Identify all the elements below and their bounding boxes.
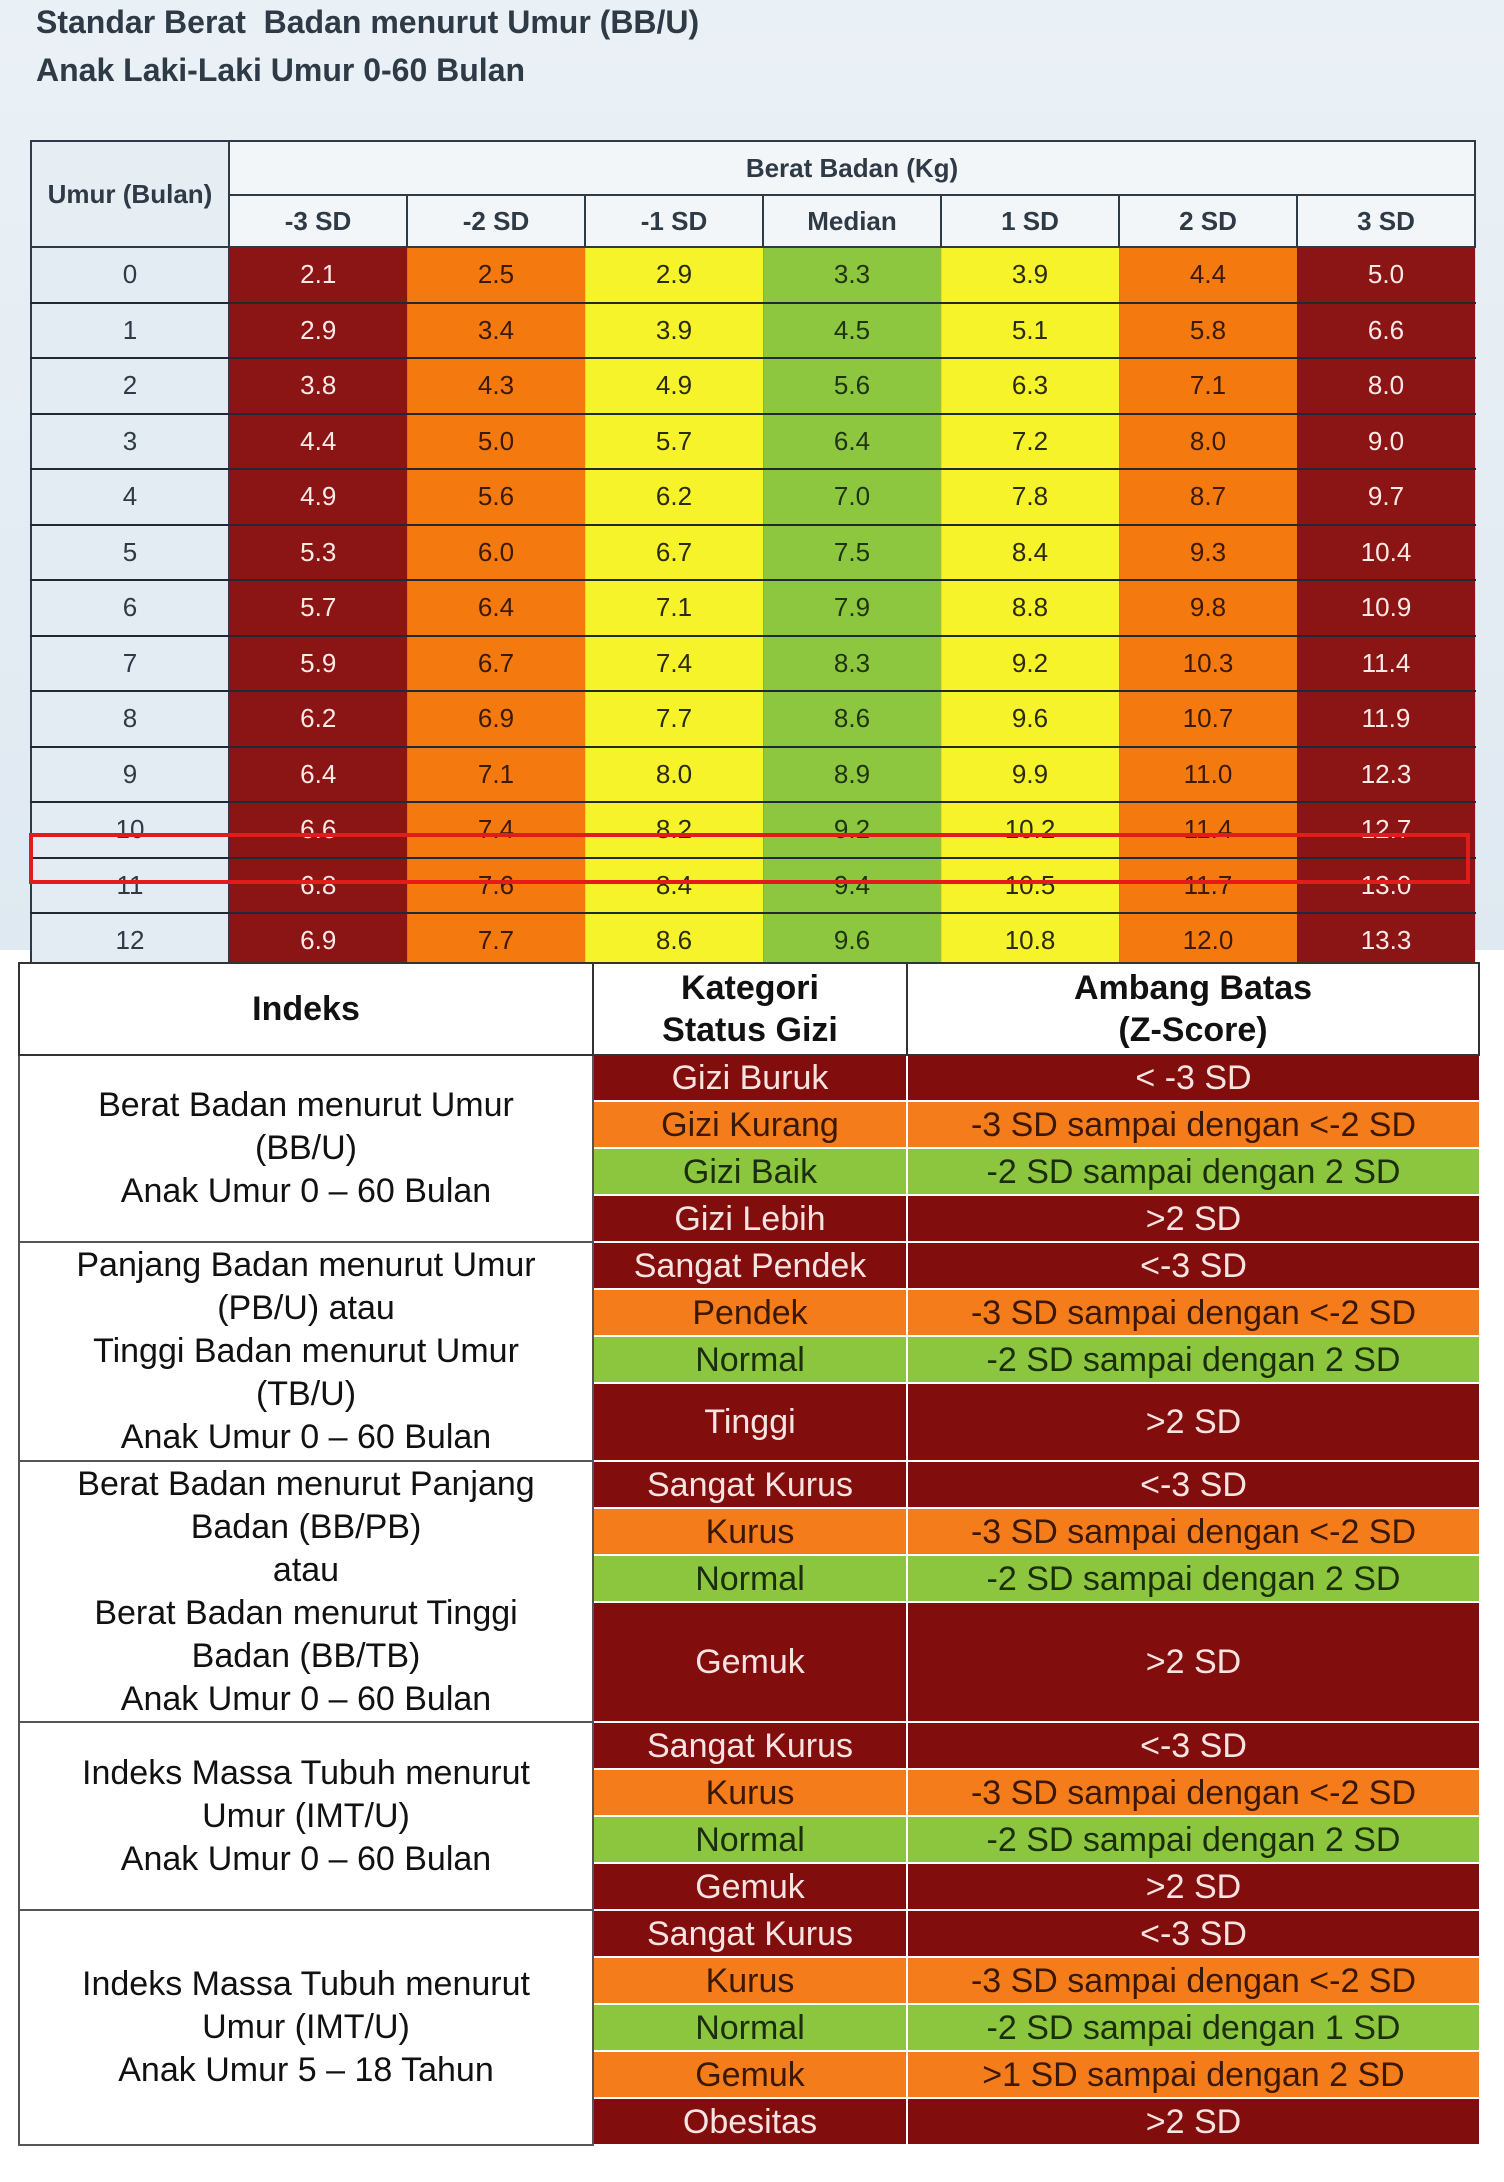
table-row	[31, 858, 1475, 914]
index-line: atau	[272, 1550, 340, 1589]
weight-cell: 6.3	[941, 358, 1119, 414]
sd-column-header: -3 SD	[229, 195, 407, 247]
weight-cell: 7.4	[407, 802, 585, 858]
table-row	[31, 469, 1475, 525]
age-cell: 0	[31, 247, 229, 303]
weight-cell: 8.4	[585, 858, 763, 914]
weight-cell: 9.6	[763, 913, 941, 969]
weight-cell: 8.6	[763, 691, 941, 747]
weight-cell: 4.4	[1119, 247, 1297, 303]
weight-cell: 6.7	[585, 525, 763, 581]
weight-cell: 10.3	[1119, 636, 1297, 692]
category-cell: Gizi Baik	[593, 1148, 907, 1195]
age-cell: 8	[31, 691, 229, 747]
weight-cell: 11.9	[1297, 691, 1475, 747]
table-row	[31, 358, 1475, 414]
threshold-cell: >2 SD	[907, 2098, 1479, 2145]
indeks-header: Indeks	[19, 963, 593, 1055]
weight-cell: 5.0	[1297, 247, 1475, 303]
category-cell: Gizi Kurang	[593, 1101, 907, 1148]
threshold-cell: < -3 SD	[907, 1055, 1479, 1101]
index-line: Anak Umur 0 – 60 Bulan	[120, 1172, 492, 1210]
weight-cell: 7.6	[407, 858, 585, 914]
weight-cell: 9.9	[941, 747, 1119, 803]
ambang-header	[907, 963, 1479, 1055]
weight-cell: 2.1	[229, 247, 407, 303]
category-cell: Normal	[593, 1555, 907, 1602]
weight-cell: 9.4	[763, 858, 941, 914]
threshold-cell: >2 SD	[907, 1602, 1479, 1722]
weight-cell: 8.6	[585, 913, 763, 969]
weight-cell: 9.2	[763, 802, 941, 858]
table-row	[31, 691, 1475, 747]
threshold-cell: >2 SD	[907, 1195, 1479, 1242]
threshold-cell: -3 SD sampai dengan <-2 SD	[907, 1769, 1479, 1816]
index-line: Badan (BB/TB)	[191, 1636, 421, 1675]
age-cell: 9	[31, 747, 229, 803]
age-cell: 2	[31, 358, 229, 414]
weight-cell: 8.0	[1297, 358, 1475, 414]
index-line: Umur (IMT/U)	[202, 1796, 410, 1835]
threshold-cell: -3 SD sampai dengan <-2 SD	[907, 1289, 1479, 1336]
index-line: Badan (BB/PB)	[190, 1507, 422, 1546]
threshold-cell: <-3 SD	[907, 1242, 1479, 1289]
threshold-cell: -2 SD sampai dengan 2 SD	[907, 1336, 1479, 1383]
age-cell: 6	[31, 580, 229, 636]
weight-cell: 5.1	[941, 303, 1119, 359]
sd-column-header: 2 SD	[1119, 195, 1297, 247]
index-line: (BB/U)	[255, 1129, 357, 1167]
weight-cell: 10.5	[941, 858, 1119, 914]
weight-cell: 10.9	[1297, 580, 1475, 636]
weight-cell: 9.0	[1297, 414, 1475, 470]
sd-column-header: -1 SD	[585, 195, 763, 247]
weight-cell: 2.9	[229, 303, 407, 359]
index-cell	[19, 1055, 593, 1242]
weight-cell: 13.0	[1297, 858, 1475, 914]
weight-cell: 8.0	[1119, 414, 1297, 470]
category-cell: Tinggi	[593, 1383, 907, 1461]
weight-cell: 5.9	[229, 636, 407, 692]
age-cell: 5	[31, 525, 229, 581]
chart-title: Standar Berat Badan menurut Umur (BB/U)	[36, 4, 700, 40]
table-row	[31, 636, 1475, 692]
age-cell: 12	[31, 913, 229, 969]
threshold-cell: -3 SD sampai dengan <-2 SD	[907, 1508, 1479, 1555]
table-row	[19, 1722, 1479, 1769]
threshold-cell: <-3 SD	[907, 1910, 1479, 1957]
weight-cell: 4.3	[407, 358, 585, 414]
weight-cell: 8.2	[585, 802, 763, 858]
weight-cell: 12.0	[1119, 913, 1297, 969]
nutrition-status-table	[18, 962, 1480, 2146]
sd-column-header: 3 SD	[1297, 195, 1475, 247]
weight-cell: 12.7	[1297, 802, 1475, 858]
table-row	[31, 414, 1475, 470]
weight-cell: 9.7	[1297, 469, 1475, 525]
weight-cell: 6.4	[407, 580, 585, 636]
weight-cell: 4.5	[763, 303, 941, 359]
index-line: Berat Badan menurut Umur	[98, 1086, 514, 1124]
weight-cell: 8.7	[1119, 469, 1297, 525]
category-cell: Gizi Lebih	[593, 1195, 907, 1242]
weight-cell: 9.8	[1119, 580, 1297, 636]
age-cell: 4	[31, 469, 229, 525]
threshold-cell: >2 SD	[907, 1383, 1479, 1461]
weight-cell: 6.9	[407, 691, 585, 747]
weight-cell: 7.8	[941, 469, 1119, 525]
weight-cell: 7.2	[941, 414, 1119, 470]
age-cell: 7	[31, 636, 229, 692]
weight-cell: 6.6	[1297, 303, 1475, 359]
weight-cell: 4.4	[229, 414, 407, 470]
weight-cell: 9.6	[941, 691, 1119, 747]
kategori-header-line2: Status Gizi	[662, 1011, 838, 1049]
weight-cell: 6.8	[229, 858, 407, 914]
threshold-cell: -2 SD sampai dengan 2 SD	[907, 1816, 1479, 1863]
weight-cell: 11.4	[1297, 636, 1475, 692]
weight-cell: 7.7	[407, 913, 585, 969]
age-column-header: Umur (Bulan)	[31, 141, 229, 247]
weight-cell: 6.9	[229, 913, 407, 969]
weight-cell: 10.8	[941, 913, 1119, 969]
weight-cell: 5.7	[229, 580, 407, 636]
threshold-cell: -2 SD sampai dengan 2 SD	[907, 1148, 1479, 1195]
category-cell: Obesitas	[593, 2098, 907, 2145]
sd-column-header: 1 SD	[941, 195, 1119, 247]
weight-cell: 7.9	[763, 580, 941, 636]
index-line: Indeks Massa Tubuh menurut	[82, 1753, 530, 1792]
index-line: Berat Badan menurut Panjang	[77, 1464, 535, 1503]
table-row	[19, 1910, 1479, 1957]
weight-cell: 13.3	[1297, 913, 1475, 969]
weight-cell: 6.7	[407, 636, 585, 692]
index-line: Anak Umur 5 – 18 Tahun	[118, 2051, 494, 2089]
weight-for-age-table	[30, 140, 1476, 970]
threshold-cell: -3 SD sampai dengan <-2 SD	[907, 1957, 1479, 2004]
weight-cell: 6.2	[229, 691, 407, 747]
weight-cell: 2.9	[585, 247, 763, 303]
weight-cell: 8.4	[941, 525, 1119, 581]
weight-cell: 7.0	[763, 469, 941, 525]
category-cell: Gemuk	[593, 1602, 907, 1722]
index-line: Tinggi Badan menurut Umur	[93, 1332, 519, 1370]
age-cell: 1	[31, 303, 229, 359]
weight-cell: 7.1	[407, 747, 585, 803]
weight-cell: 6.4	[229, 747, 407, 803]
index-line: (PB/U) atau	[217, 1289, 395, 1327]
threshold-cell: -3 SD sampai dengan <-2 SD	[907, 1101, 1479, 1148]
category-cell: Sangat Kurus	[593, 1722, 907, 1769]
category-cell: Kurus	[593, 1769, 907, 1816]
weight-cell: 10.4	[1297, 525, 1475, 581]
kategori-header-line1: Kategori	[681, 969, 819, 1007]
index-line: Indeks Massa Tubuh menurut	[82, 1965, 530, 2003]
index-cell	[19, 1910, 593, 2145]
table-row	[31, 303, 1475, 359]
category-cell: Gemuk	[593, 2051, 907, 2098]
threshold-cell: -2 SD sampai dengan 1 SD	[907, 2004, 1479, 2051]
category-cell: Gizi Buruk	[593, 1055, 907, 1101]
table-row	[31, 802, 1475, 858]
threshold-cell: >2 SD	[907, 1863, 1479, 1910]
table-row	[19, 1055, 1479, 1101]
weight-cell: 11.4	[1119, 802, 1297, 858]
weight-cell: 10.7	[1119, 691, 1297, 747]
weight-cell: 3.8	[229, 358, 407, 414]
index-cell	[19, 1461, 593, 1722]
sd-column-header: -2 SD	[407, 195, 585, 247]
weight-cell: 7.5	[763, 525, 941, 581]
category-cell: Pendek	[593, 1289, 907, 1336]
weight-standard-panel	[0, 0, 1504, 956]
weight-cell: 6.4	[763, 414, 941, 470]
weight-group-header: Berat Badan (Kg)	[229, 141, 1475, 195]
index-line: Umur (IMT/U)	[202, 2008, 410, 2046]
weight-cell: 3.9	[941, 247, 1119, 303]
index-line: Berat Badan menurut Tinggi	[94, 1593, 518, 1632]
weight-cell: 11.0	[1119, 747, 1297, 803]
chart-subtitle: Anak Laki-Laki Umur 0-60 Bulan	[36, 52, 526, 88]
category-cell: Sangat Pendek	[593, 1242, 907, 1289]
category-cell: Kurus	[593, 1508, 907, 1555]
weight-cell: 4.9	[585, 358, 763, 414]
weight-cell: 8.3	[763, 636, 941, 692]
weight-cell: 6.2	[585, 469, 763, 525]
index-line: Anak Umur 0 – 60 Bulan	[120, 1679, 492, 1718]
index-line: Anak Umur 0 – 60 Bulan	[120, 1418, 492, 1456]
table-row	[19, 1461, 1479, 1508]
age-cell: 3	[31, 414, 229, 470]
weight-cell: 12.3	[1297, 747, 1475, 803]
index-line: Panjang Badan menurut Umur	[76, 1246, 536, 1284]
index-line: Anak Umur 0 – 60 Bulan	[120, 1839, 492, 1878]
weight-cell: 7.7	[585, 691, 763, 747]
index-cell	[19, 1722, 593, 1910]
weight-cell: 8.0	[585, 747, 763, 803]
threshold-cell: >1 SD sampai dengan 2 SD	[907, 2051, 1479, 2098]
table-row	[31, 525, 1475, 581]
weight-cell: 3.3	[763, 247, 941, 303]
weight-cell: 4.9	[229, 469, 407, 525]
table-row	[19, 1242, 1479, 1289]
weight-cell: 3.9	[585, 303, 763, 359]
threshold-cell: <-3 SD	[907, 1722, 1479, 1769]
weight-cell: 2.5	[407, 247, 585, 303]
age-cell: 11	[31, 858, 229, 914]
kategori-header	[593, 963, 907, 1055]
category-cell: Normal	[593, 1336, 907, 1383]
table-row	[31, 913, 1475, 969]
weight-cell: 9.2	[941, 636, 1119, 692]
weight-cell: 5.6	[763, 358, 941, 414]
weight-cell: 7.4	[585, 636, 763, 692]
weight-cell: 11.7	[1119, 858, 1297, 914]
weight-cell: 3.4	[407, 303, 585, 359]
threshold-cell: -2 SD sampai dengan 2 SD	[907, 1555, 1479, 1602]
weight-cell: 6.0	[407, 525, 585, 581]
weight-cell: 5.6	[407, 469, 585, 525]
category-cell: Gemuk	[593, 1863, 907, 1910]
category-cell: Kurus	[593, 1957, 907, 2004]
weight-cell: 7.1	[1119, 358, 1297, 414]
weight-cell: 5.3	[229, 525, 407, 581]
sd-column-header: Median	[763, 195, 941, 247]
weight-cell: 7.1	[585, 580, 763, 636]
weight-cell: 8.8	[941, 580, 1119, 636]
weight-cell: 6.6	[229, 802, 407, 858]
table-row	[31, 747, 1475, 803]
index-cell	[19, 1242, 593, 1461]
weight-cell: 8.9	[763, 747, 941, 803]
threshold-cell: <-3 SD	[907, 1461, 1479, 1508]
weight-cell: 9.3	[1119, 525, 1297, 581]
category-cell: Normal	[593, 1816, 907, 1863]
table-row	[31, 580, 1475, 636]
category-cell: Sangat Kurus	[593, 1910, 907, 1957]
ambang-header-line1: Ambang Batas	[1073, 969, 1313, 1007]
category-cell: Normal	[593, 2004, 907, 2051]
weight-cell: 5.8	[1119, 303, 1297, 359]
index-line: (TB/U)	[255, 1375, 357, 1413]
ambang-header-line2: (Z-Score)	[1118, 1011, 1268, 1049]
table-row	[31, 247, 1475, 303]
weight-cell: 5.7	[585, 414, 763, 470]
weight-cell: 10.2	[941, 802, 1119, 858]
weight-cell: 5.0	[407, 414, 585, 470]
category-cell: Sangat Kurus	[593, 1461, 907, 1508]
age-cell: 10	[31, 802, 229, 858]
